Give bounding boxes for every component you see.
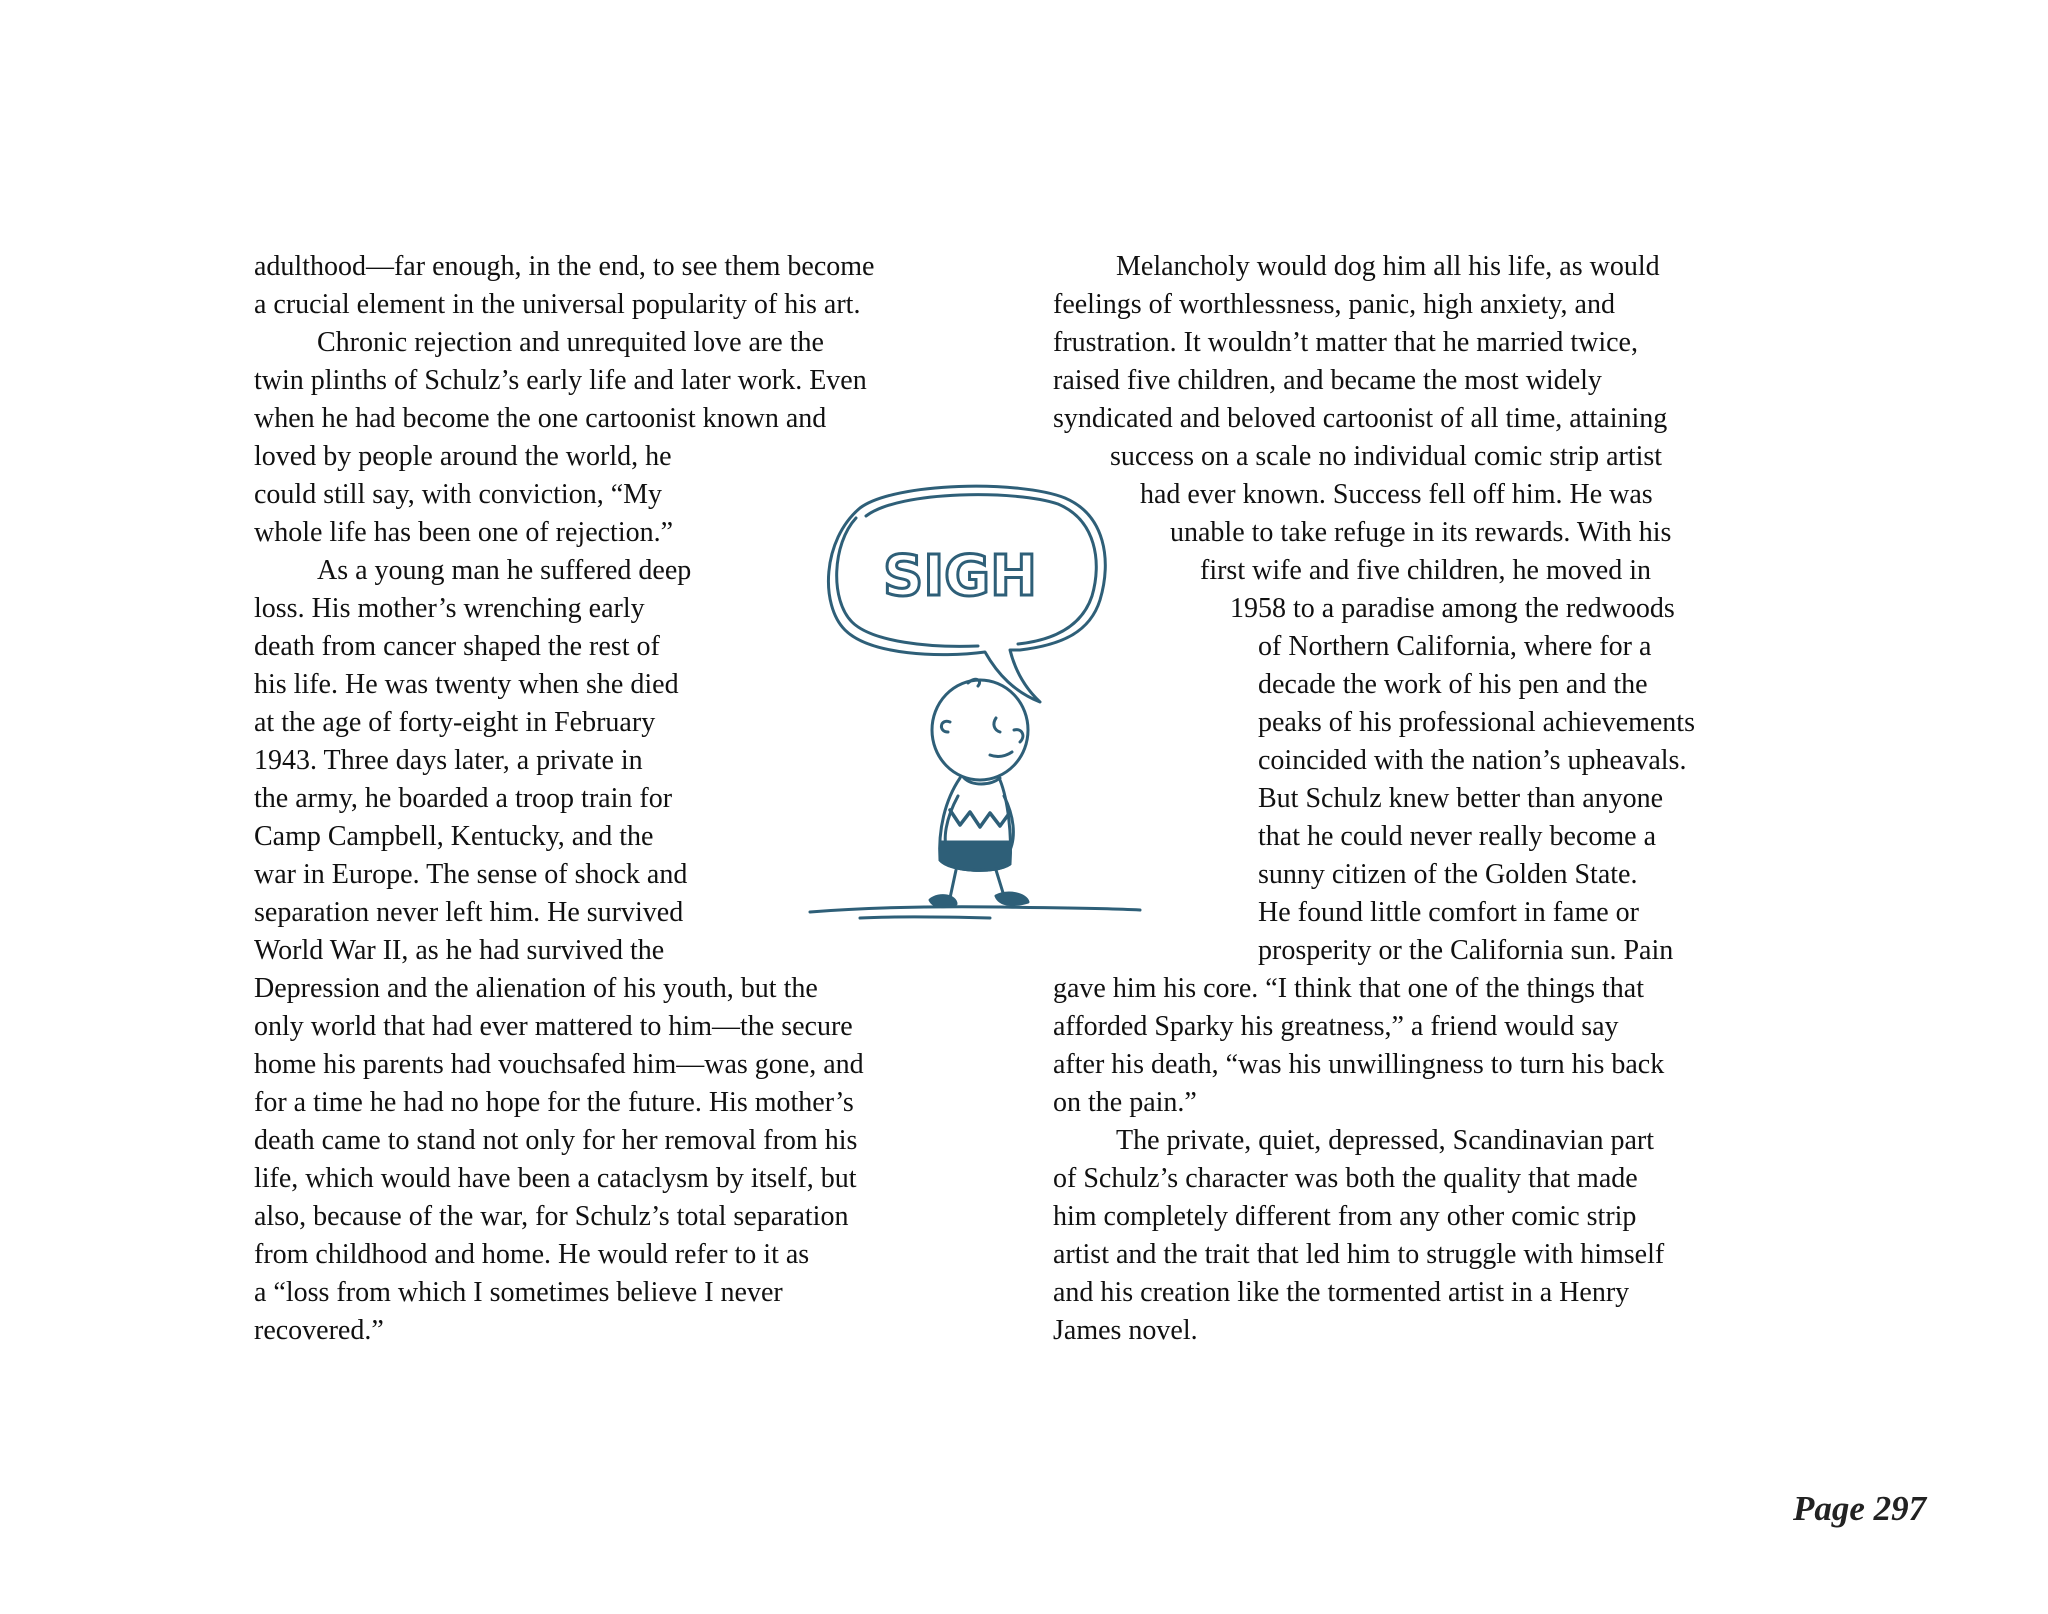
text-line: recovered.”: [254, 1315, 384, 1346]
text-line: 1958 to a paradise among the redwoods: [1230, 593, 1675, 624]
text-line: afforded Sparky his greatness,” a friend would say: [1053, 1011, 1619, 1042]
text-line: the army, he boarded a troop train for: [254, 783, 673, 814]
text-line: a “loss from which I sometimes believe I never: [254, 1277, 783, 1308]
text-line: Melancholy would dog him all his life, as would: [1116, 251, 1660, 282]
text-line: death came to stand not only for her removal from his: [254, 1125, 858, 1156]
text-line: 1943. Three days later, a private in: [254, 745, 643, 776]
text-line: prosperity or the California sun. Pain: [1258, 935, 1674, 966]
text-line: The private, quiet, depressed, Scandinavian part: [1116, 1125, 1655, 1156]
text-line: But Schulz knew better than anyone: [1258, 783, 1664, 814]
text-line: success on a scale no individual comic strip artist: [1110, 441, 1663, 472]
text-line: frustration. It wouldn’t matter that he married twice,: [1053, 327, 1638, 358]
text-line: a crucial element in the universal popularity of his art.: [254, 289, 861, 320]
text-line: adulthood—far enough, in the end, to see them become: [254, 251, 875, 282]
text-line: his life. He was twenty when she died: [254, 669, 679, 700]
text-line: sunny citizen of the Golden State.: [1258, 859, 1638, 890]
text-line: He found little comfort in fame or: [1258, 897, 1639, 928]
text-line: home his parents had vouchsafed him—was gone, and: [254, 1049, 864, 1080]
text-line: Depression and the alienation of his youth, but the: [254, 973, 818, 1004]
text-line: loss. His mother’s wrenching early: [254, 593, 645, 624]
text-line: peaks of his professional achievements: [1258, 707, 1695, 738]
text-line: James novel.: [1053, 1315, 1198, 1346]
text-line: had ever known. Success fell off him. He was: [1140, 479, 1653, 510]
text-line: after his death, “was his unwillingness to turn his back: [1053, 1049, 1665, 1080]
text-line: unable to take refuge in its rewards. With his: [1170, 517, 1672, 548]
text-line: raised five children, and became the most widely: [1053, 365, 1602, 396]
speech-bubble-text: SIGH: [883, 544, 1037, 609]
text-line: war in Europe. The sense of shock and: [254, 859, 688, 890]
text-line: separation never left him. He survived: [254, 897, 684, 928]
text-line: first wife and five children, he moved in: [1200, 555, 1651, 586]
text-line: As a young man he suffered deep: [317, 555, 692, 586]
text-line: that he could never really become a: [1258, 821, 1657, 852]
text-line: World War II, as he had survived the: [254, 935, 665, 966]
text-line: life, which would have been a cataclysm by itself, but: [254, 1163, 857, 1194]
text-line: gave him his core. “I think that one of the things that: [1053, 973, 1644, 1004]
text-line: and his creation like the tormented artist in a Henry: [1053, 1277, 1630, 1308]
text-line: twin plinths of Schulz’s early life and later work. Even: [254, 365, 867, 396]
text-line: loved by people around the world, he: [254, 441, 672, 472]
text-line: for a time he had no hope for the future. His mother’s: [254, 1087, 854, 1118]
text-line: whole life has been one of rejection.”: [254, 517, 674, 548]
page-number: Page 297: [1793, 1489, 1927, 1528]
cartoon-illustration: [800, 480, 1220, 940]
ground-line: [810, 907, 1140, 918]
text-line: could still say, with conviction, “My: [254, 479, 663, 510]
text-line: him completely different from any other comic strip: [1053, 1201, 1637, 1232]
text-line: feelings of worthlessness, panic, high anxiety, and: [1053, 289, 1615, 320]
text-line: of Northern California, where for a: [1258, 631, 1652, 662]
text-line: also, because of the war, for Schulz’s total separation: [254, 1201, 849, 1232]
text-line: at the age of forty-eight in February: [254, 707, 656, 738]
text-line: death from cancer shaped the rest of: [254, 631, 660, 662]
text-line: decade the work of his pen and the: [1258, 669, 1648, 700]
text-line: of Schulz’s character was both the quality that made: [1053, 1163, 1638, 1194]
text-line: coincided with the nation’s upheavals.: [1258, 745, 1687, 776]
text-line: Camp Campbell, Kentucky, and the: [254, 821, 654, 852]
text-line: on the pain.”: [1053, 1087, 1197, 1118]
text-line: artist and the trait that led him to struggle with himself: [1053, 1239, 1665, 1270]
text-line: when he had become the one cartoonist known and: [254, 403, 827, 434]
text-line: syndicated and beloved cartoonist of all time, attaining: [1053, 403, 1668, 434]
text-line: only world that had ever mattered to him—the secure: [254, 1011, 853, 1042]
text-line: from childhood and home. He would refer to it as: [254, 1239, 810, 1270]
text-line: Chronic rejection and unrequited love are the: [317, 327, 824, 358]
